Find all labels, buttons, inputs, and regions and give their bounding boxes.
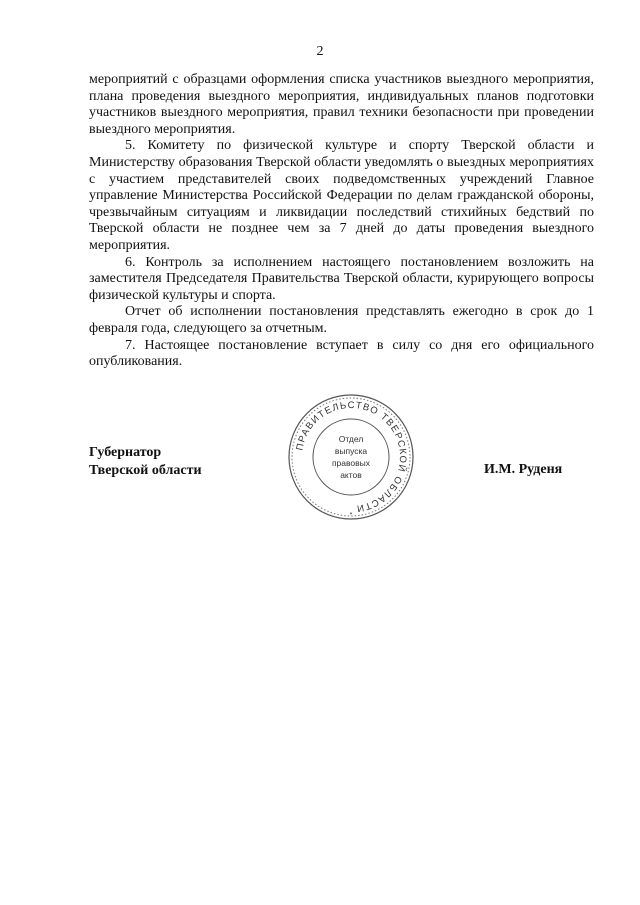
signatory-position xyxy=(89,444,202,480)
stamp-line-1: Отдел xyxy=(338,434,364,444)
stamp-line-3: правовых xyxy=(331,458,371,468)
stamp-ring-text: ПРАВИТЕЛЬСТВО ТВЕРСКОЙ ОБЛАСТИ xyxy=(294,399,409,514)
paragraph-item-7: 7. Настоящее постановление вступает в силу со дня его официального опубликования. xyxy=(89,337,594,370)
paragraph-item-6: 6. Контроль за исполнением настоящего постановлением возложить на заместителя Председателя Правительства Тверской области, курирующего вопросы физической культуры и спорта. xyxy=(89,254,594,303)
signatory-name: И.М. Руденя xyxy=(484,462,563,477)
stamp-line-4: актов xyxy=(340,470,362,480)
paragraph-continuation: мероприятий с образцами оформления списка участников выездного мероприятия, плана проведения выездного мероприятия, индивидуальных планов подготовки участников выездного мероприятия, правил техники безопасности при проведении выездного мероприятия. xyxy=(89,72,594,137)
official-stamp xyxy=(286,392,416,522)
page-number: 2 xyxy=(316,44,324,59)
stamp-line-2: выпуска xyxy=(334,446,368,456)
signatory-position-line2: Тверской области xyxy=(89,463,202,478)
document-body xyxy=(89,72,594,371)
paragraph-item-5: 5. Комитету по физической культуре и спорту Тверской области и Министерству образования Тверской области уведомлять о выездных мероприятиях с участием представителей своих подведомственных учреждений Главное управление Министерства Российской Федерации по делам гражданской обороны, чрезвычайным ситуациям и ликвидации последствий стихийных бедствий по Тверской области не позднее чем за 7 дней до даты проведения выездного мероприятия. xyxy=(89,138,594,253)
svg-text:•: • xyxy=(349,510,353,518)
signatory-position-line1: Губернатор xyxy=(89,445,162,460)
stamp-center-text xyxy=(286,433,416,481)
paragraph-report: Отчет об исполнении постановления представлять ежегодно в срок до 1 февраля года, следующего за отчетным. xyxy=(89,304,594,336)
